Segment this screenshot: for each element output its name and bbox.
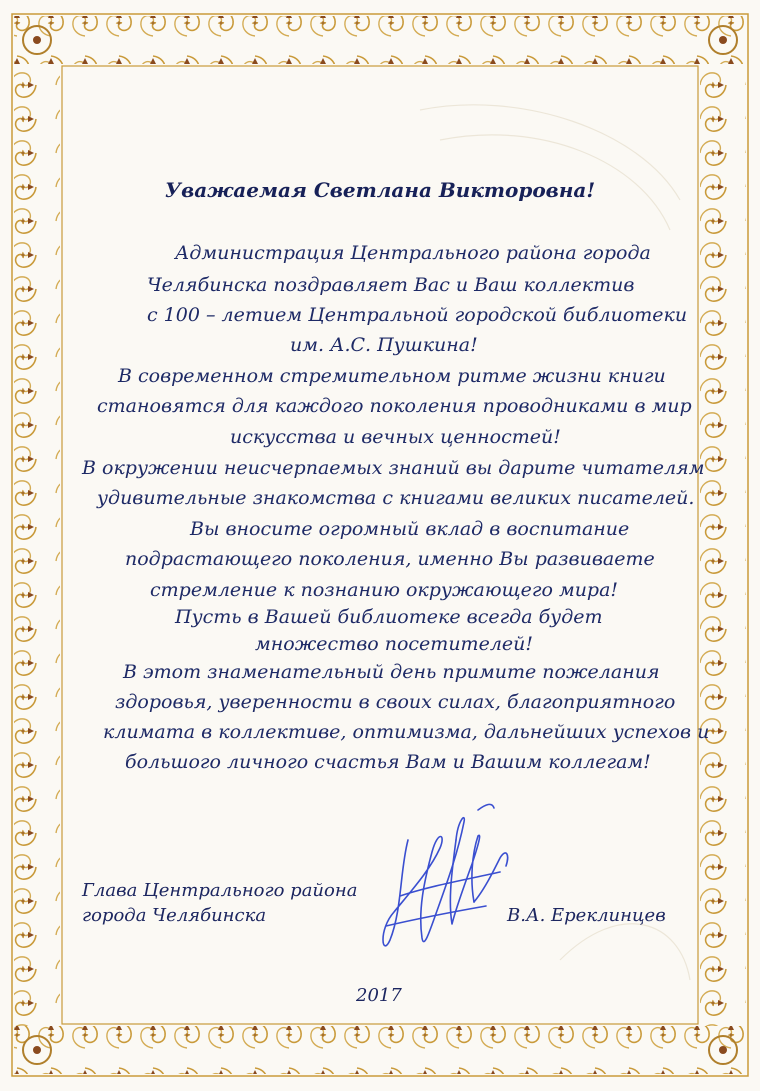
letter-year: 2017 [356, 985, 402, 1006]
body-line: В этот знаменательный день примите пожелания [123, 661, 660, 683]
body-line: Вы вносите огромный вклад в воспитание [190, 518, 630, 540]
signatory-title-line2: города Челябинска [82, 905, 267, 926]
signatory-title-line1: Глава Центрального района [82, 880, 358, 901]
body-line: множество посетителей! [255, 633, 534, 655]
signatory-name: В.А. Ереклинцев [507, 905, 666, 926]
body-line: здоровья, уверенности в своих силах, благоприятного [115, 691, 676, 713]
body-line: климата в коллективе, оптимизма, дальнейших успехов и [103, 721, 710, 743]
body-line: удивительные знакомства с книгами великих писателей. [97, 487, 695, 509]
body-line: с 100 – летием Центральной городской библиотеки [147, 304, 688, 326]
body-line: подрастающего поколения, именно Вы развиваете [125, 548, 655, 570]
body-line: стремление к познанию окружающего мира! [150, 579, 619, 601]
body-line: им. А.С. Пушкина! [290, 334, 478, 356]
greeting-heading: Уважаемая Светлана Викторовна! [164, 178, 596, 202]
body-line: Пусть в Вашей библиотеке всегда будет [175, 606, 603, 628]
body-line: В современном стремительном ритме жизни книги [118, 365, 666, 387]
body-line: Челябинска поздравляет Вас и Ваш коллектив [147, 274, 635, 296]
body-line: Администрация Центрального района города [175, 242, 651, 264]
body-line: становятся для каждого поколения проводниками в мир [97, 395, 692, 417]
body-line: В окружении неисчерпаемых знаний вы дарите читателям [82, 457, 705, 479]
body-line: большого личного счастья Вам и Вашим коллегам! [125, 751, 651, 773]
body-line: искусства и вечных ценностей! [230, 426, 561, 448]
signature-scribble [360, 800, 530, 965]
